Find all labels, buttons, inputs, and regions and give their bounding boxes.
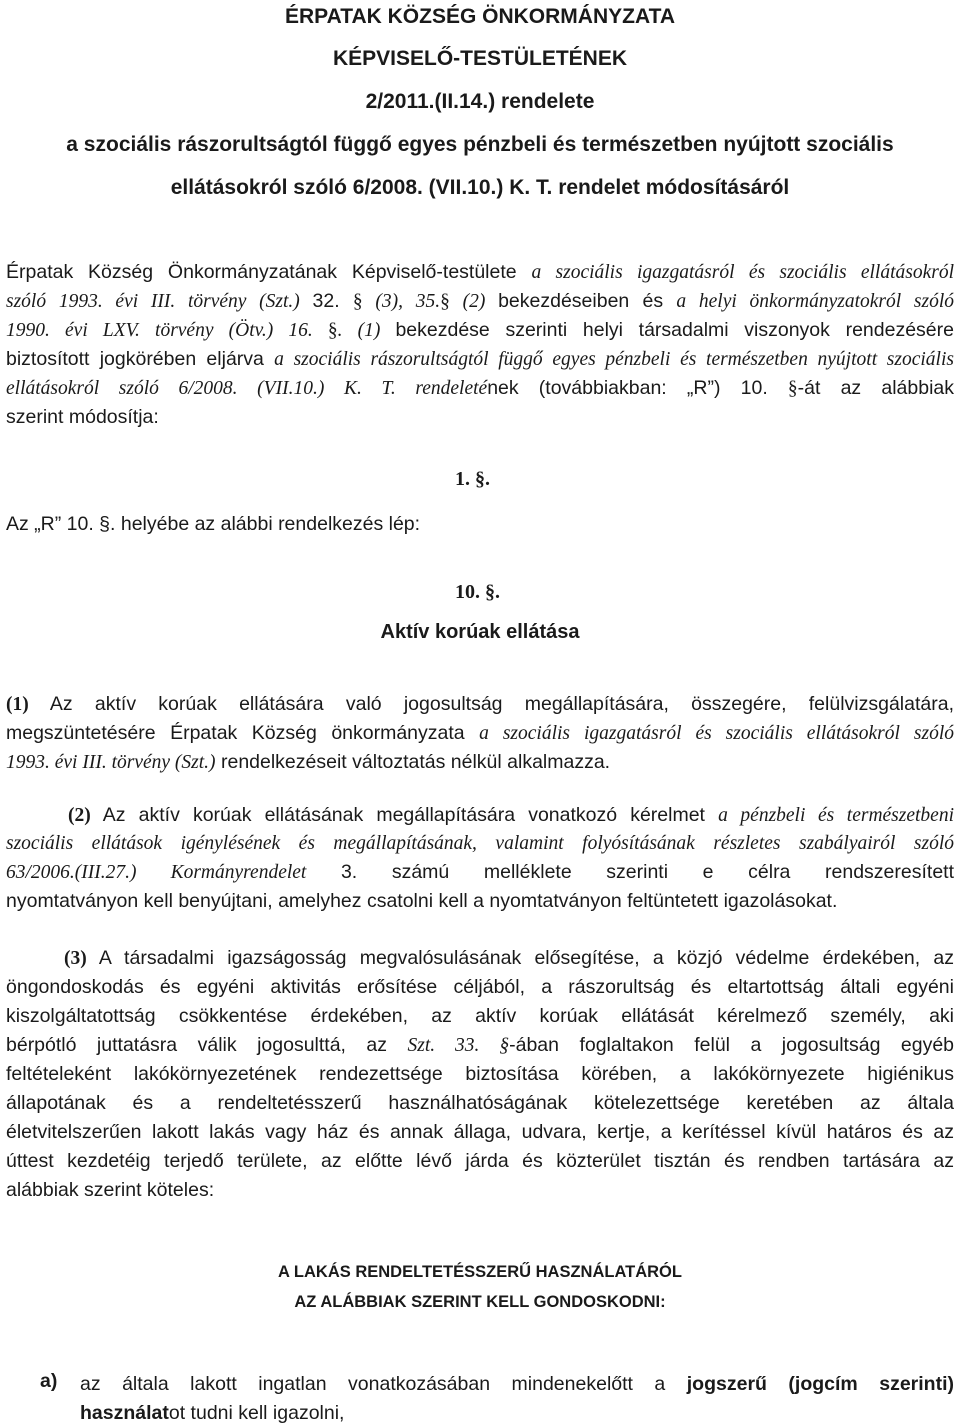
paragraph-2: (2) Az aktív korúak ellátásának megállapítására vonatkozó kérelmet a pénzbeli és természetbeni szociális ellátások igénylésének és megállapításának, valamint folyósításának részletes szabályairól szóló 63/2006.(III.27.) Kormányrendelet 3. számú melléklete szerinti e célra rendszeresített nyomtatványon kell benyújtani, amelyhez csatolni kell a nyomtatványon feltüntetett igazolásokat. — [6, 804, 955, 912]
preamble-paragraph: Érpatak Község Önkormányzatának Képviselő-testülete a szociális igazgatásról és szociális ellátásokról szóló 1993. évi III. törvény (Szt.) 32. § (3), 35.§ (2) bekezdéseiben és a helyi önkormányzatokról szóló 1990. évi LXV. törvény (Ötv.) 16. §. (1) bekezdése szerinti helyi társadalmi viszonyok rendezésére biztosított jogkörében eljárva a szociális rászorultságtól függő egyes pénzbeli és természetben nyújtott szociális ellátásokról szóló 6/2008. (VII.10.) K. T. rendeletének (továbbiakban: „R”) 10. §-át az alábbiak szerint módosítja: — [6, 261, 954, 428]
header-decree-subject-cont: ellátásokról szóló 6/2008. (VII.10.) K. T. rendelet módosításáról — [170, 176, 790, 199]
section-1-number: 1. §. — [455, 468, 490, 490]
paragraph-1: (1) Az aktív korúak ellátására való jogosultság megállapítására, összegére, felülvizsgálatára, megszüntetésére Érpatak Község önkormányzata a szociális igazgatásról és szociális ellátásokról szóló 1993. évi III. törvény (Szt.) rendelkezéseit változtatás nélkül alkalmazza. — [6, 693, 954, 773]
notice-line-2: AZ ALÁBBIAK SZERINT KELL GONDOSKODNI: — [294, 1293, 666, 1311]
item-a-text: az általa lakott ingatlan vonatkozásában mindenekelőtt a jogszerű (jogcím szerinti) használatot tudni kell igazolni, — [80, 1373, 955, 1424]
section-sign-icon: § — [440, 291, 450, 312]
section-10-number: 10. §. — [455, 581, 500, 603]
section-1-intro: Az „R” 10. §. helyébe az alábbi rendelkezés lép: — [6, 513, 421, 535]
notice-line-1: A LAKÁS RENDELTETÉSSZERŰ HASZNÁLATÁRÓL — [278, 1263, 682, 1281]
section-sign-icon: § — [327, 320, 338, 341]
item-a-marker: a) — [40, 1370, 58, 1392]
paragraph-3: (3) A társadalmi igazságosság megvalósulásának elősegítése, a közjó védelme érdekében, az öngondoskodás és egyéni aktivitás erősítése céljából, a rászorultság és eltartottság általi egyéni kiszolgáltatottság csökkentése érdekében, az aktív korúak ellátását kérelmező személy, aki bérpótló juttatásra válik jogosulttá, az Szt. 33. §-ában foglaltakon felül a jogosultság egyéb feltételeként lakókörnyezetének rendezettsége biztosítása körében, a lakókörnyezete higiénikus állapotának és a rendeltetésszerű használhatóságának kötelezettsége keretében az általa életvitelszerűen lakott lakás vagy ház és annak állaga, udvara, kertje, a kerítéssel kívül határos és az úttest kezdetéig terjedő területe, az előtte lévő járda és közterület tisztán és rendben tartására az alábbiak szerint köteles: — [6, 947, 955, 1201]
section-10-title: Aktív korúak ellátása — [380, 621, 580, 643]
header-decree-subject: a szociális rászorultságtól függő egyes pénzbeli és természetben nyújtott szociális — [66, 133, 894, 156]
header-decree-number: 2/2011.(II.14.) rendelete — [365, 90, 595, 113]
section-sign-icon: § — [787, 378, 798, 399]
header-council: KÉPVISELŐ-TESTÜLETÉNEK — [332, 47, 628, 70]
section-sign-icon: § — [352, 291, 363, 312]
header-municipality: ÉRPATAK KÖZSÉG ÖNKORMÁNYZATA — [284, 5, 676, 28]
